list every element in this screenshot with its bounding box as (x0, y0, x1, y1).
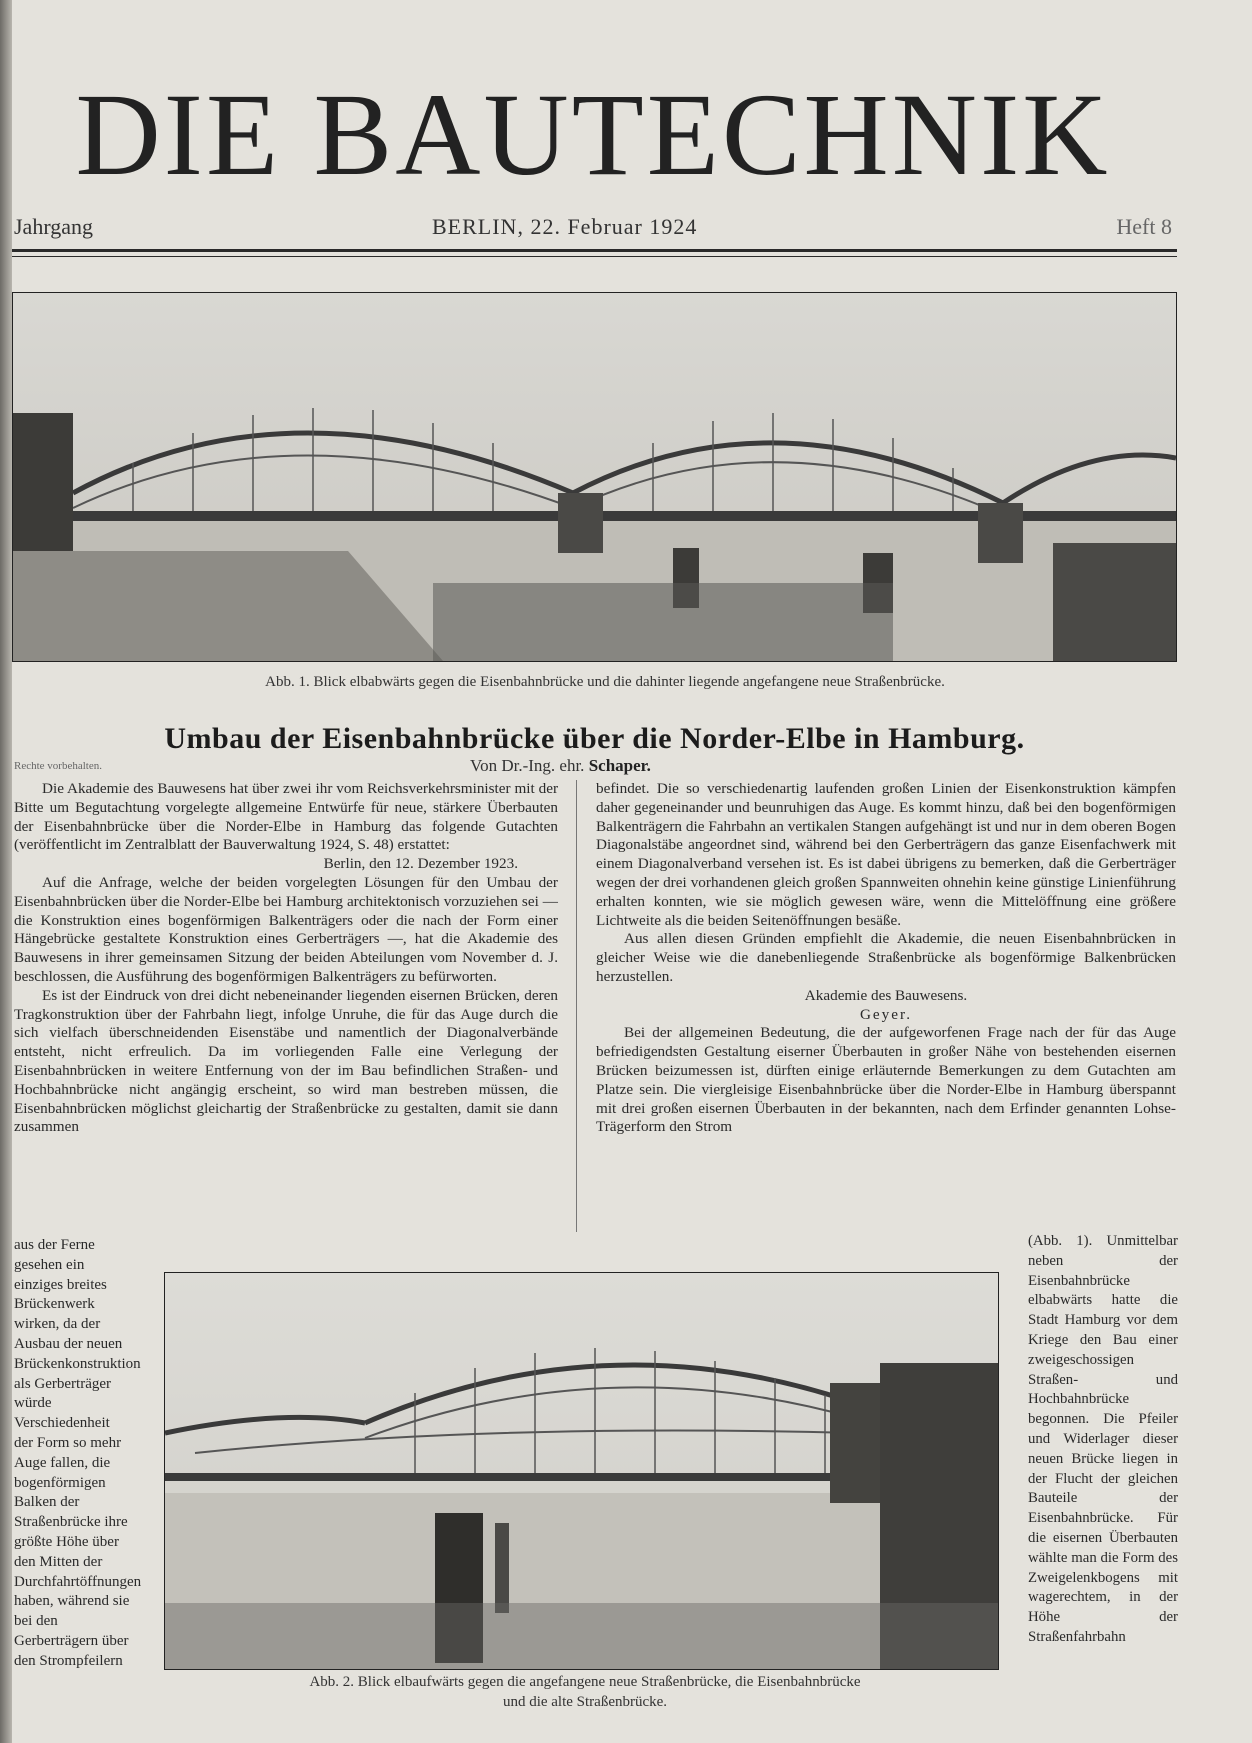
left-wrap-column (14, 1236, 142, 1672)
bridge-photo-2-drawing (165, 1273, 998, 1669)
bridge-photo-1 (12, 292, 1177, 662)
bridge-photo-1-drawing (13, 293, 1176, 661)
figure-2-caption-line-2: und die alte Straßenbrücke. (502, 1694, 668, 1710)
issue-date: BERLIN, 22. Februar 1924 (432, 214, 698, 239)
signature-institution: Akademie des Bauwesens. (804, 986, 968, 1004)
article-column-left (14, 780, 558, 1137)
signature-name: Geyer. (859, 1005, 913, 1023)
masthead-rule-thin (12, 256, 1177, 257)
figure-2-caption-line-1: Abb. 2. Blick elbaufwärts gegen die angefangene neue Straßenbrücke, die Eisenbahnbrücke (309, 1674, 861, 1690)
rights-reserved-note: Rechte vorbehalten. (14, 760, 102, 772)
year-label: Jahrgang (14, 214, 94, 239)
article-column-right (596, 780, 1176, 1137)
right-wrap-text: (Abb. 1). Unmittelbar neben der Eisenbahnbrücke elbabwärts hatte die Stadt Hamburg vor dem Kriege den Bau einer zweigeschossigen Straßen- und Hochbahnbrücke begonnen. Die Pfeiler und Widerlager dieser neuen Brücke liegen in der Flucht der gleichen Bauteile der Eisenbahnbrücke. Für die eisernen Überbauten wählte man die Form des Zweigelenkbogens mit wagerechtem, in der Höhe der Straßenfahrbahn (1028, 1233, 1178, 1645)
article-byline (470, 756, 651, 776)
left-paragraph-1: Die Akademie des Bauwesens hat über zwei ihr vom Reichsverkehrsminister mit der Bitte um Begutachtung vorgelegte allgemeine Entwürfe für neue, stärkere Überbauten der Eisenbahnbrücke über die Norder-Elbe in Hamburg das folgende Gutachten (veröffentlicht im Zentralblatt der Bauverwaltung 1924, S. 48) erstattet: (14, 780, 558, 854)
right-wrap-column (1028, 1232, 1178, 1648)
byline-title: Dr.-Ing. ehr. (501, 756, 585, 775)
left-paragraph-3: Es ist der Eindruck von drei dicht nebeneinander liegenden eisernen Brücken, deren Tragkonstruktion über der Fahrbahn liegt, infolge Unruhe, die für das Auge durch die sich vielfach überschneidenden Eisenstäbe und namentlich der Diagonalverbände entsteht, nicht erfreulich. Da im vorliegenden Falle eine Verlegung der Eisenbahnbrücken in weitere Entfernung von der im Bau befindlichen Straßen- und Hochbahnbrücke nicht angängig erscheint, so wird man bestreben müssen, die Eisenbahnbrücken möglichst gleichartig der Straßenbrücke zu gestalten, damit sie dann zusammen (14, 986, 558, 1136)
masthead-rule-thick (12, 249, 1177, 252)
right-paragraph-2: Aus allen diesen Gründen empfiehlt die Akademie, die neuen Eisenbahnbrücken in gleicher Weise wie die danebenliegende Straßenbrücke als bogenförmige Balkenbrücken herzustellen. (596, 930, 1176, 985)
issue-line (12, 214, 1172, 244)
right-paragraph-3: Bei der allgemeinen Bedeutung, die der aufgeworfenen Frage nach der für das Auge befriedigendsten Gestaltung eiserner Überbauten in großer Nähe von bestehenden eisernen Brücken beizumessen ist, dürften einige erläuternde Bemerkungen zu dem Gutachten am Platze sein. Die viergleisige Eisenbahnbrücke über die Norder-Elbe in Hamburg überspannt mit drei großen eisernen Überbauten in der bekannten, nach dem Erfinder genannten Lohse-Trägerform den Strom (596, 1024, 1176, 1136)
page-spine-shadow (0, 0, 12, 1743)
byline-prefix: Von (470, 756, 498, 775)
right-paragraph-1: befindet. Die so verschiedenartig laufenden großen Linien der Eisenkonstruktion kämpfen daher gegeneinander und beunruhigen das Auge. Es kommt hinzu, daß bei den bogenförmigen Balkenträgern die Fahrbahn an vertikalen Stangen aufgehängt ist und nur in dem oberen Bogen Diagonalstäbe angeordnet sind, während bei den Gerberträgern das ganze Eisenfachwerk mit einem Diagonalverband versehen ist. Es ist dabei übrigens zu bemerken, daß die Gerberträger wegen der drei vorhandenen gleich großen Spannweiten ohnehin keine günstige Linienführung erhalten konnten, wie sie möglich gewesen wäre, wenn die Mittelöffnung eine größere Lichtweite als die beiden Seitenöffnungen besäße. (596, 780, 1176, 929)
figure-2-caption (170, 1672, 1000, 1712)
column-divider (576, 780, 577, 1232)
bridge-photo-2 (164, 1272, 999, 1670)
article-headline: Umbau der Eisenbahnbrücke über die Norder-Elbe in Hamburg. (164, 722, 1025, 755)
left-dateline: Berlin, den 12. Dezember 1923. (323, 855, 518, 873)
left-paragraph-2: Auf die Anfrage, welche der beiden vorgelegten Lösungen für den Umbau der Eisenbahnbrücken über die Norder-Elbe bei Hamburg architektonisch vorzuziehen sei — die Konstruktion eines bogenförmigen Balkenträgers oder die nach der Form einer Hängebrücke gestaltete Konstruktion eines Gerberträgers —, hat die Akademie des Bauwesens in ihrer gemeinsamen Sitzung der beiden Abteilungen vom November d. J. beschlossen, die Ausführung des bogenförmigen Balkenträgers zu befürworten. (14, 873, 558, 985)
figure-1-caption: Abb. 1. Blick elbabwärts gegen die Eisenbahnbrücke und die dahinter liegende angefangene neue Straßenbrücke. (265, 674, 945, 690)
byline-name: Schaper. (588, 756, 651, 775)
left-wrap-text: aus der Ferne gesehen ein einziges breites Brückenwerk wirken, da der Ausbau der neuen Brückenkonstruktion als Gerberträger würde Verschiedenheit der Form so mehr Auge fallen, die bogenförmigen Balken der Straßenbrücke ihre größte Höhe über den Mitten der Durchfahrtöffnungen haben, während sie bei den Gerberträgern über den Strompfeilern (14, 1237, 142, 1669)
masthead-title: DIE BAUTECHNIK (75, 69, 1111, 200)
issue-number: Heft 8 (1116, 214, 1172, 239)
